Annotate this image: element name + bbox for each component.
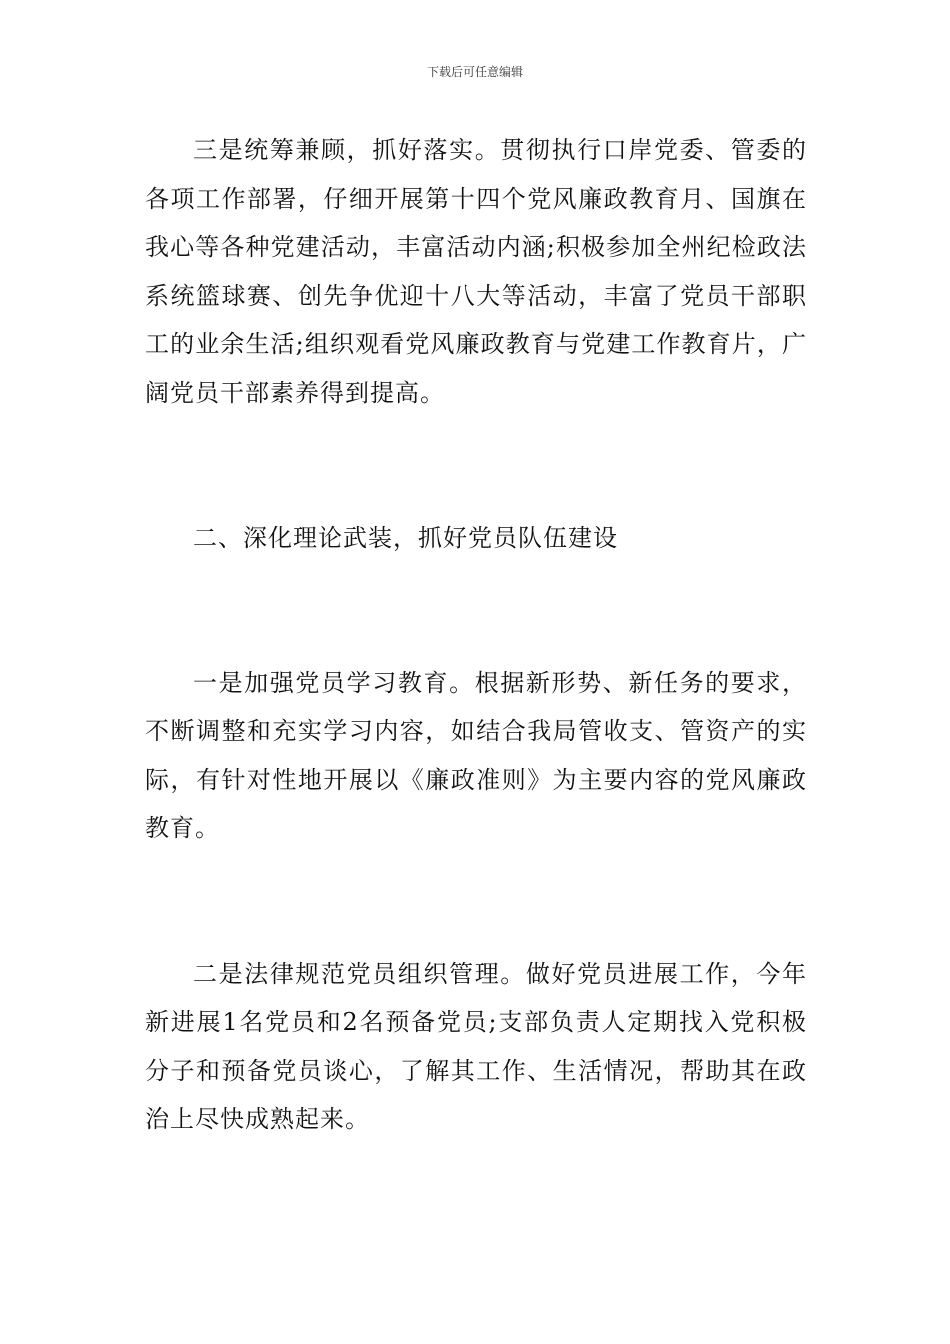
paragraph-coordination: 三是统筹兼顾，抓好落实。贯彻执行口岸党委、管委的各项工作部署，仔细开展第十四个党风廉政教育月、国旗在我心等各种党建活动，丰富活动内涵;积极参加全州纪检政法系统篮球赛、创先争优迎十八大等活动，丰富了党员干部职工的业余生活;组织观看党风廉政教育与党建工作教育片，广阔党员干部素养得到提高。 — [145, 136, 807, 407]
paragraph-spacer — [145, 417, 807, 514]
paragraph-spacer — [145, 853, 807, 950]
paragraph-study-education: 一是加强党员学习教育。根据新形势、新任务的要求，不断调整和充实学习内容，如结合我局管收支、管资产的实际，有针对性地开展以《廉政准则》为主要内容的党风廉政教育。 — [145, 668, 807, 842]
paragraph-spacer — [145, 563, 807, 659]
paragraph-member-management: 二是法律规范党员组织管理。做好党员进展工作，今年新进展1名党员和2名预备党员;支部负责人定期找入党积极分子和预备党员谈心，了解其工作、生活情况，帮助其在政治上尽快成熟起来。 — [145, 959, 807, 1133]
page-header-note: 下载后可任意编辑 — [426, 65, 523, 79]
section-heading-theory: 二、深化理论武装，抓好党员队伍建设 — [193, 524, 618, 552]
document-body — [145, 126, 807, 1144]
